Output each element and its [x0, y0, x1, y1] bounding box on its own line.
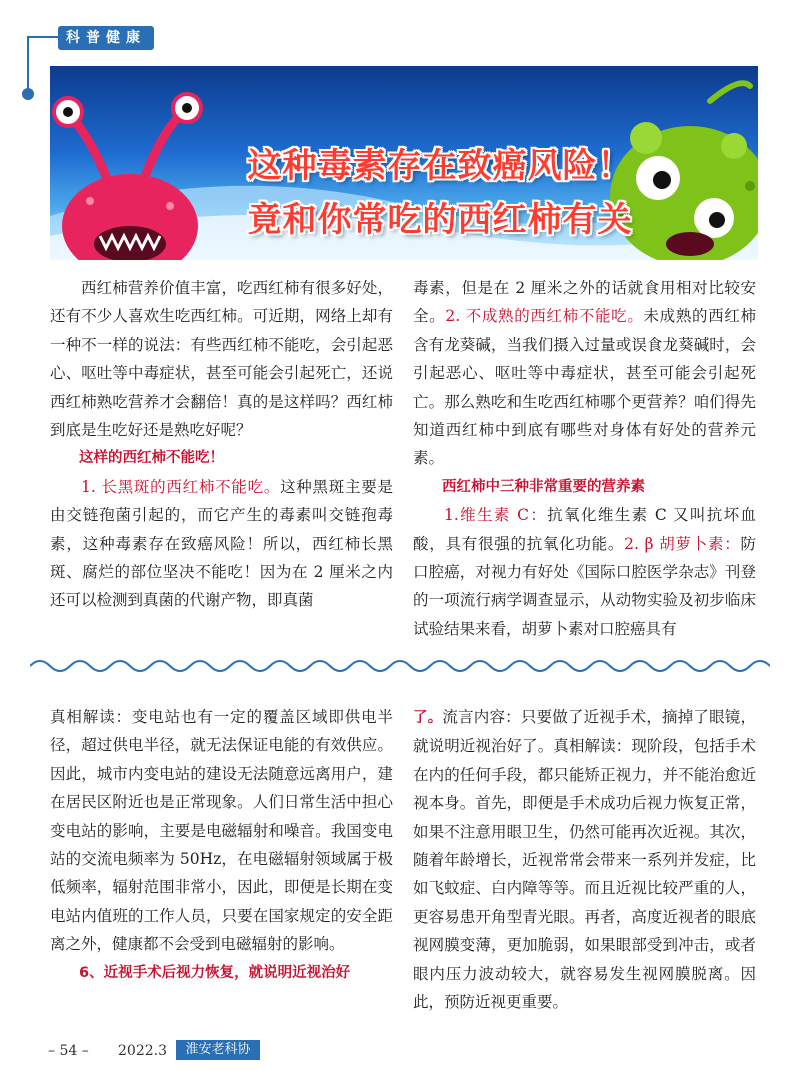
article-column-2 — [413, 274, 756, 643]
banner-title-line-1: 这种毒素存在致癌风险！ — [247, 146, 633, 186]
myopia-paragraph — [413, 703, 756, 1016]
nutrients-paragraph — [413, 501, 756, 643]
wave-divider — [30, 654, 770, 678]
article-banner — [50, 66, 758, 260]
black-spot-text: 这种黑斑主要是由交链孢菌引起的，而它产生的毒素叫交链孢毒素，这种毒素存在致癌风险！所以，西红柿长黑斑、腐烂的部位坚决不能吃！因为在 2 厘米之内还可以检测到真菌的代谢产物，即真菌 — [50, 477, 393, 610]
article-column-1 — [50, 274, 393, 615]
beta-carotene-label: 2. β 胡萝卜素： — [624, 534, 741, 553]
vitamin-c-text: 抗氧化维生素 C 又叫抗坏血酸，具有很强的抗氧化功能。 — [413, 506, 756, 553]
unripe-label: 2. 不成熟的西红柿不能吃。 — [445, 307, 644, 326]
header-vertical-rule — [27, 36, 29, 96]
section-heading-nutrients: 西红柿中三种非常重要的营养素 — [442, 478, 645, 495]
journal-name: 淮安老科协 — [176, 1040, 260, 1060]
header-dot — [22, 88, 34, 100]
toxin-continuation-text: 毒素，但是在 2 厘米之外的话就食用相对比较安全。 — [413, 279, 756, 326]
vitamin-c-label: 1.维生素 C： — [444, 506, 548, 525]
unripe-text: 未成熟的西红柿含有龙葵碱，当我们摄入过量或误食龙葵碱时，会引起恶心、呕吐等中毒症状，甚至可能会引起死亡。那么熟吃和生吃西红柿哪个更营养？咱们得先知道西红柿中到底有哪些对身体有好处的营养元素。 — [413, 307, 756, 468]
substation-paragraph: 真相解读：变电站也有一定的覆盖区域即供电半径，超过供电半径，就无法保证电能的有效供应。因此，城市内变电站的建设无法随意远离用户，建在居民区附近也是正常现象。人们日常生活中担心变电站的影响，主要是电磁辐射和噪音。我国变电站的交流电频率为 50Hz，在电磁辐射领域属于极低频率，辐射范围非常小，因此，即便是长期在变电站内值班的工作人员，只要在国家规定的安全距离之外，健康都不会受到电磁辐射的影响。 — [50, 708, 393, 954]
black-spot-label: 1. 长黑斑的西红柿不能吃。 — [81, 477, 281, 496]
intro-paragraph: 西红柿营养价值丰富，吃西红柿有很多好处，还有不少人喜欢生吃西红柿。可近期，网络上却有一种不一样的说法：有些西红柿不能吃，会引起恶心、呕吐等中毒症状，甚至可能会引起死亡，还说西红柿熟吃营养才会翻倍！真的是这样吗？西红柿到底是生吃好还是熟吃好呢？ — [50, 279, 393, 440]
lower-column-2 — [413, 703, 756, 1016]
section-heading-myopia: 6、近视手术后视力恢复，就说明近视治好 — [79, 964, 351, 981]
section-heading-bad-tomatoes: 这样的西红柿不能吃！ — [79, 450, 224, 467]
unripe-paragraph — [413, 274, 756, 473]
section-tag: 科普健康 — [58, 26, 154, 50]
beta-carotene-text: 防口腔癌，对视力有好处《国际口腔医学杂志》刊登的一项流行病学调查显示，从动物实验及初步临床试验结果来看，胡萝卜素对口腔癌具有 — [413, 534, 756, 638]
pink-virus-cartoon-icon — [54, 94, 201, 260]
issue-number: 2022.3 — [118, 1043, 167, 1059]
myopia-heading-continuation: 了。 — [413, 710, 443, 726]
lower-column-1 — [50, 703, 393, 987]
banner-title-line-2: 竟和你常吃的西红柿有关 — [247, 200, 633, 240]
page-number: – 54 – — [48, 1043, 89, 1059]
black-spot-paragraph — [50, 473, 393, 615]
myopia-text: 流言内容：只要做了近视手术，摘掉了眼镜，就说明近视治好了。真相解读：现阶段，包括手术在内的任何手段，都只能矫正视力，并不能治愈近视本身。首先，即便是手术成功后视力恢复正常，如果不注意用眼卫生，仍然可能再次近视。其次，随着年龄增长，近视常常会带来一系列并发症，比如飞蚊症、白内障等等。而且近视比较严重的人，更容易患开角型青光眼。再者，高度近视者的眼底视网膜变薄，更加脆弱，如果眼部受到冲击，或者眼内压力波动较大，就容易发生视网膜脱离。因此，预防近视更重要。 — [413, 708, 756, 1012]
